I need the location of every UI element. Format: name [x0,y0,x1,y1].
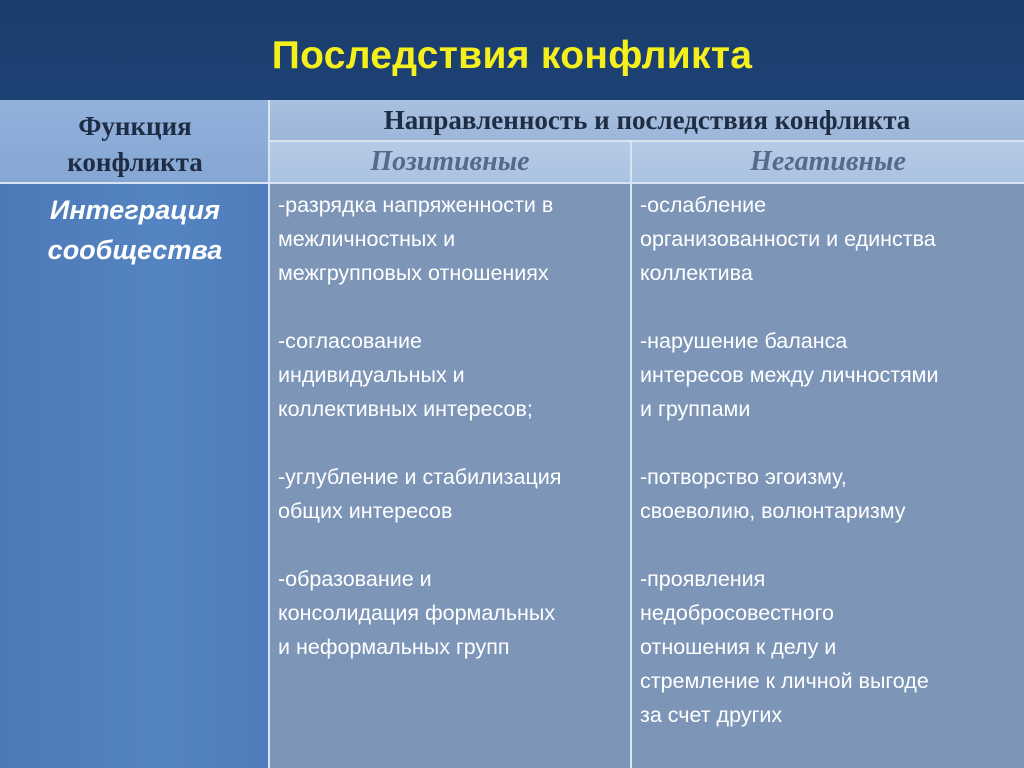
positive-item: -образование и консолидация формальных и неформальных групп [278,567,556,659]
positive-item: -разрядка напряженности в межличностных и межгрупповых отношениях [278,193,554,285]
slide-title: Последствия конфликта [271,34,753,77]
function-header [0,108,270,180]
negative-header-cell [632,142,1024,184]
negative-list [640,188,1020,766]
positive-header-cell [270,142,632,184]
function-line1: Интеграция [49,195,221,225]
function-line2: сообщества [47,235,223,265]
function-header-line1: Функция [78,111,192,141]
consequences-table [0,100,1024,768]
negative-item: -проявления недобросовестного отношения к делу и стремление к личной выгоде за счет других [640,567,929,727]
positive-cell [270,184,632,768]
positive-header: Позитивные [370,146,530,177]
function-header-cell [0,100,270,184]
positive-item: -согласование индивидуальных и коллективных интересов; [278,329,533,421]
negative-item: -потворство эгоизму, своеволию, волюнтаризму [640,465,906,523]
direction-header-cell [270,100,1024,142]
negative-item: -ослабление организованности и единства коллектива [640,193,936,285]
function-header-line2: конфликта [67,147,203,177]
negative-header: Негативные [750,146,906,177]
positive-item: -углубление и стабилизация общих интересов [278,465,562,523]
positive-list [278,188,626,698]
negative-item: -нарушение баланса интересов между личностями и группами [640,329,939,421]
function-cell [0,184,270,768]
negative-cell [632,184,1024,768]
function-name [0,190,270,270]
title-bar [0,0,1024,100]
direction-header: Направленность и последствия конфликта [383,105,911,135]
